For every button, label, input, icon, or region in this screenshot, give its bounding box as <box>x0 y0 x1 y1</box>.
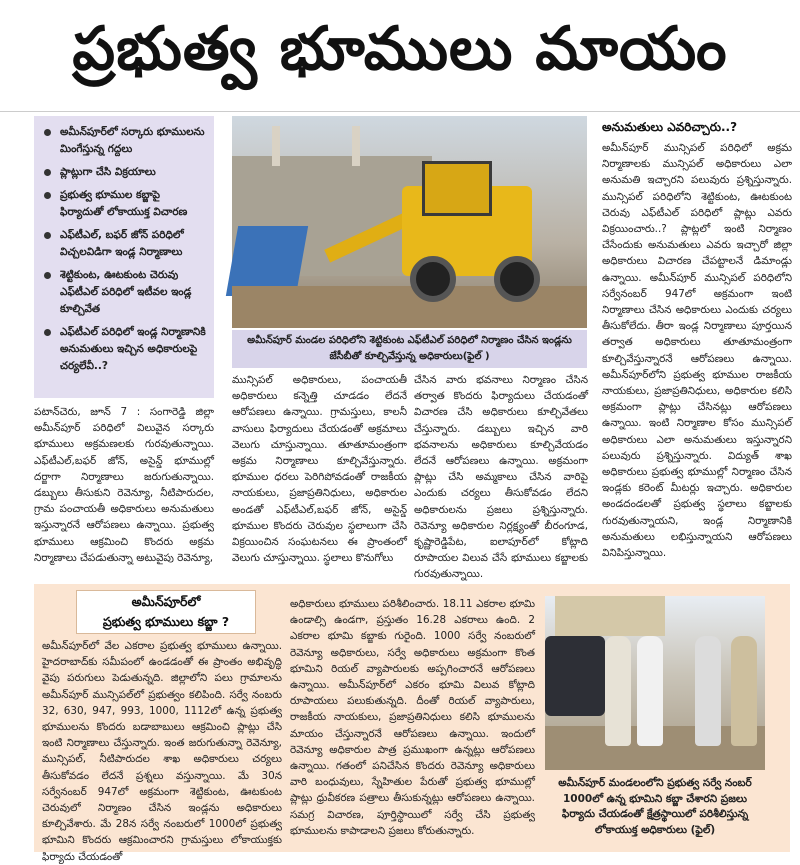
inspection-photo <box>545 596 765 770</box>
article-column-right: అమీన్‌పూర్ మున్సిపల్ పరిధిలో అక్రమ నిర్మాణాలకు మున్సిపల్ అధికారులు ఎలా అనుమతి ఇచ్చారని పలువురు ప్రశ్నిస్తున్నారు. మున్సిపల్ పరిధిలోని శెట్టికుంట, ఊటకుంట చెరువు ఎఫ్‌టీఎల్ పరిధిలో ప్లాట్లు ఎవరు విక్రయించారు..? ప్లాట్లలో ఇంటి నిర్మాణం చేసేందుకు అనుమతులు ఎవరు ఇచ్చారో జిల్లా అధికారులు విచారణ చేపట్టాలనే డిమాండ్లు ఉన్నాయి. అమీన్‌పూర్ మున్సిపల్ పరిధిలోని సర్వేనంబర్ 947లో అక్రమంగా ఇంటి నిర్మాణాలు చేసిన అధికారులు ఎందుకు చర్యలు తీసుకోలేదు. తీరా ఇండ్ల నిర్మాణాలు పూర్తయిన తర్వాత అధికారులు తూతూమంత్రంగా కూల్చివేస్తున్నారనే ఆరోపణలు ఉన్నాయి. అమీన్‌పూర్‌లోని ప్రభుత్వ భూముల రాజకీయ నాయకులు, ప్రజాప్రతినిధులు, అధికారుల కలిసి అక్రమంగా ప్లాట్లు చేసినట్లు ఆరోపణలు ఉన్నాయి. ఇంటి నిర్మాణాల కోసం మున్సిపల్ అధికారులు ఎలా అనుమతులు ఇస్తున్నారని పలువురు ప్రశ్నిస్తున్నారు. విద్యుత్ శాఖ అధికారులు ప్రభుత్వ భూముల్లో నిర్మాణం చేసిన ఇండ్లకు కరెంట్ మీటర్లు ఇచ్చారు. అధికారుల అండదండలతో ప్రభుత్వ స్థలాలు కబ్జాలకు గురవుతున్నాయని, ఇండ్ల నిర్మాణానికి అనుమతులు లభిస్తున్నాయని ఆరోపణలు వినిపిస్తున్నాయి. <box>602 142 792 560</box>
bullet-icon <box>44 232 51 239</box>
person-shape <box>637 636 663 746</box>
headline: ప్రభుత్వ భూములు మాయం <box>0 0 800 112</box>
person-shape <box>695 636 721 746</box>
car-shape <box>545 636 605 716</box>
bullet-icon <box>44 272 51 279</box>
highlight-text: ప్లాట్లుగా చేసి విక్రయాలు <box>60 166 156 178</box>
bullet-icon <box>44 169 51 176</box>
bottom-title-line2: ప్రభుత్వ భూములు కబ్జా ? <box>102 614 230 629</box>
article-column-3: చేసిన వారు భవనాలు నిర్మాణం చేసిన తర్వాత కొందరు ఫిర్యాదులు చేయడంతో విచారణ చేసి అధికారులు కూల్చివేతలు చేస్తున్నారు. డబ్బులు ఇచ్చిన వారి భవనాలను అధికారులు కూల్చివేయడం లేదనే ఆరోపణలు ఉన్నాయి. అక్రమంగా ప్లాట్లు చేసి అమ్మకాలు చేసిన వారిపై ఎందుకు చర్యలు తీసుకోవడం లేదని అధికారులను ప్రజలు ప్రశ్నిస్తున్నారు. రెవెన్యూ అధికారుల నిర్లక్ష్యంతో బీరంగూడ, కృష్ణారెడ్డిపేట, ఐలాపూర్‌లో కోట్లాది రూపాయల విలువ చేసే భూములు కబ్జాలకు గురవుతున్నాయి. <box>414 374 588 581</box>
article-column-2: మున్సిపల్ అధికారులు, పంచాయతీ అధికారులు కన్నెత్తి చూడడం లేదనే ఆరోపణలు ఉన్నాయి. గ్రామస్తులు, కాలనీ వాసులు ఫిర్యాదులు చేయడంతో అక్రమాలు వెలుగు చూస్తున్నాయి. తూతూమంత్రంగా అక్రమ నిర్మాణాలు కూల్చివేస్తున్నారు. భూముల ధరలు పెరిగిపోవడంతో రాజకీయ నాయకులు, ప్రజాప్రతినిధులు, అధికారుల అండతో ఎఫ్‌టీఎల్,బఫర్ జోన్, అసైన్డ్ భూముల కొందరు చెరువుల స్థలాలుగా చేసి విక్రయించిన సంఘటనలు ఈ ప్రాంతంలో వెలుగు చూస్తున్నాయి. స్థలాలు కొనుగోలు <box>232 374 407 565</box>
subheading-permissions: అనుమతులు ఎవరిచ్చారు..? <box>602 120 738 134</box>
highlights-box <box>34 116 214 398</box>
excavator-cab-shape <box>422 161 492 216</box>
highlight-item <box>40 164 206 181</box>
pillar-shape <box>272 126 280 166</box>
bottom-feature-title <box>76 590 256 634</box>
highlight-item <box>40 227 206 261</box>
highlight-item <box>40 267 206 318</box>
intro-paragraph: పటాన్‌చెరు, జూన్ 7 : సంగారెడ్డి జిల్లా అమీన్‌పూర్ పరిధిలో విలువైన సర్కారు భూములు అక్రమణలకు గురవుతున్నాయి. ఎఫ్‌టీఎల్,బఫర్ జోన్, అసైన్డ్ భూముల్లో దర్జాగా నిర్మాణాలు జరుగుతున్నాయి. డబ్బులు తీసుకుని రెవెన్యూ, నీటిపారుదల, గ్రామ పంచాయతీ అధికారులు అనుమతులు ఇస్తున్నారనే ఆరోపణలు ఉన్నాయి. ప్రభుత్వ భూములు ఆక్రమించి కొందరు అక్రమ నిర్మాణాలు చేపడుతున్నా అటువైపు రెవెన్యూ, <box>34 406 214 564</box>
bullet-icon <box>44 329 51 336</box>
building-shape <box>555 596 665 636</box>
bottom-column-1: అమీన్‌పూర్‌లో వేల ఎకరాల ప్రభుత్వ భూములు ఉన్నాయి. హైదరాబాద్‌కు సమీపంలో ఉండడంతో ఈ ప్రాంతం అభివృద్ధి వైపు పరుగులు పెడుతున్నది. జిల్లాలోని పలు గ్రామాలను అమీన్‌పూర్ మున్సిపల్‌లో ప్రభుత్వం కలిపింది. సర్వే నంబరు 32, 630, 947, 993, 1000, 1112లో ఉన్న ప్రభుత్వ భూములను కొందరు బడాబాబులు ఆక్రమించి ప్లాట్లు చేసి ఇంటి నిర్మాణాలు చేస్తున్నారు. ఇంత జరుగుతున్నా రెవెన్యూ, మున్సిపల్, నీటిపారుదల శాఖ అధికారులు చర్యలు తీసుకోవడం లేదనే ప్రశ్నలు వస్తున్నాయి. మే 30న సర్వేనంబర్ 947లో అక్రమంగా శెట్టికుంట, ఊటకుంట చెరువులో నిర్మాణం చేసిన ఇండ్లను అధికారులు కూల్చివేశారు. మే 28న సర్వే నంబరులో 1000లో ప్రభుత్వ భూమిని కొందరు ఆక్రమించారని గ్రామస్తులు లోకాయుక్తకు ఫిర్యాదు చేయడంతో <box>42 640 282 863</box>
person-shape <box>731 636 757 746</box>
highlight-item <box>40 324 206 375</box>
highlight-text: ప్రభుత్వ భూముల కబ్జాపై ఫిర్యాదుతో లోకాయుక్త విచారణ <box>60 189 188 218</box>
bottom-column-2: అధికారులు భూములు పరిశీలించారు. 18.11 ఎకరాల భూమి ఉండాల్సి ఉండగా, ప్రస్తుతం 16.28 ఎకరాలు ఉంది. 2 ఎకరాల భూమి కబ్జాకు గురైంది. 1000 సర్వే నంబరులో రెవెన్యూ అధికారులు, సర్వే అధికారులు అక్రమంగా కొంత భూమిని రియల్ వ్యాపారులకు అప్పగించారనే ఆరోపణలు ఉన్నాయి. అమీన్‌పూర్‌లో ఎకరం భూమి విలువ కోట్లాది రూపాయలు పలుకుతున్నది. దీంతో రియల్ వ్యాపారులు, రాజకీయ నాయకులు, ప్రజాప్రతినిధులు కలిసి భూములను మాయం చేస్తున్నారనే ఆరోపణలు ఉన్నాయి. ఇందులో రెవెన్యూ అధికారుల పాత్ర ప్రముఖంగా ఉన్నట్లు ఆరోపణలు ఉన్నాయి. గతంలో పనిచేసిన కొందరు రెవెన్యూ అధికారులు వారి బంధువులు, స్నేహితుల పేరుతో ప్రభుత్వ భూముల్లో ప్లాట్లు ధ్రువీకరణ పత్రాలు తీసుకున్నట్లు ఆరోపణలు ఉన్నాయి. సమగ్ర విచారణ, పూర్తిస్థాయిలో సర్వే చేసి ప్రభుత్వ భూములను కాపాడాలని ప్రజలు కోరుతున్నారు. <box>290 598 535 837</box>
highlight-item <box>40 187 206 221</box>
bottom-title-line1: అమీన్‌పూర్‌లో <box>131 594 201 609</box>
highlight-text: శెట్టికుంట, ఊటకుంట చెరువు ఎఫ్‌టీఎల్ పరిధిలో ఇటీవల ఇండ్ల కూల్చివేత <box>60 269 192 315</box>
person-shape <box>605 636 631 746</box>
pillar-shape <box>352 126 360 166</box>
wheel-shape <box>494 256 540 302</box>
highlight-text: అమీన్‌పూర్‌లో సర్కారు భూములను మింగేస్తున్న గద్దలు <box>60 126 205 155</box>
bullet-icon <box>44 129 51 136</box>
photo-caption: అమీన్‌పూర్ మండల పరిధిలోని శెట్టికుంట ఎఫ్‌టీఎల్ పరిధిలో నిర్మాణం చేసిన ఇండ్లను జేసీబీతో కూల్చివేస్తున్న అధికారులు(ఫైల్ ) <box>232 330 587 368</box>
highlight-text: ఎఫ్‌టీఎల్ పరిధిలో ఇండ్ల నిర్మాణానికి అనుమతులు ఇచ్చిన అధికారులపై చర్యలేవీ..? <box>60 326 206 372</box>
highlight-text: ఎఫ్‌టీఎల్, బఫర్ జోన్ పరిధిలో విచ్చలవిడిగా ఇండ్ల నిర్మాణాలు <box>60 229 184 258</box>
wheel-shape <box>410 256 456 302</box>
highlight-item <box>40 124 206 158</box>
highlights-list <box>40 124 206 375</box>
bullet-icon <box>44 192 51 199</box>
demolition-photo <box>232 116 587 328</box>
inspection-photo-caption: అమీన్‌పూర్ మండలంలోని ప్రభుత్వ సర్వే నంబర్ 1000లో ఉన్న భూమిని కబ్జా చేశారని ప్రజలు ఫిర్యాదు చేయడంతో క్షేత్రస్థాయిలో పరిశీలిస్తున్న లోకాయుక్త అధికారులు (ఫైల్) <box>558 777 752 836</box>
